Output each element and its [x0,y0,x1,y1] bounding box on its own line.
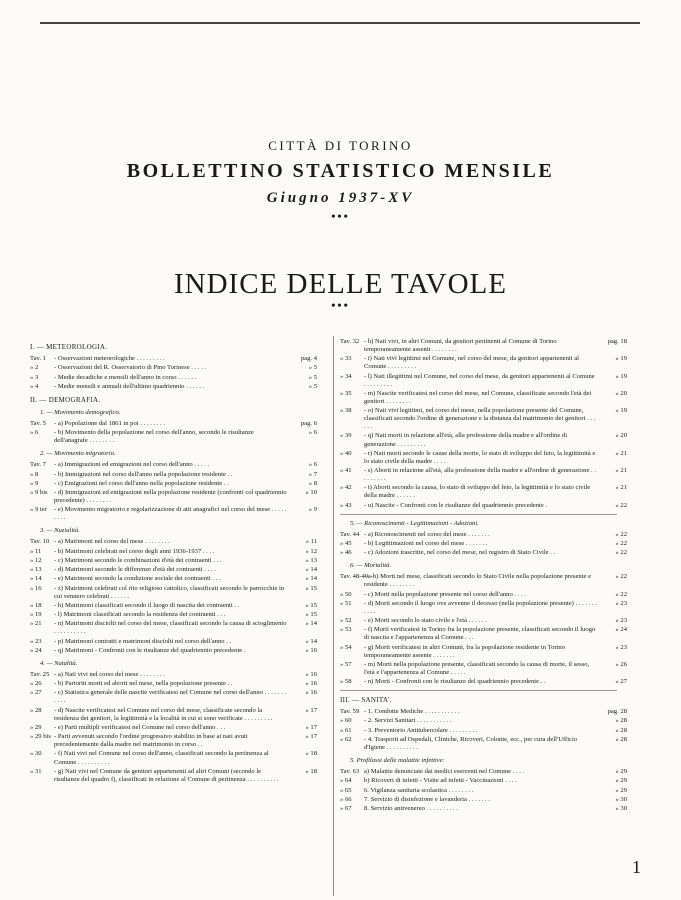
table-number: » 66 [340,795,352,803]
table-number: » 39 [340,432,352,440]
entry-title: - b) Legittimazioni nel corso del mese . . . . . . . [364,539,488,547]
toc-entry [340,467,627,483]
toc-entry [30,733,317,749]
table-number: » 21 [30,620,42,628]
entry-title: - c) Matrimoni secondo le combinazioni d'età dei contraenti . . . [54,556,222,564]
page-ref: » 5 [308,373,317,381]
entry-title: - p) Matrimoni contratti e matrimoni disciolti nel corso dell'anno . . [54,637,232,645]
page-ref: » 13 [305,556,317,564]
entry-title: a) Malattie denunciate dai medici esercenti nel Comune . . . . [364,768,525,776]
toc-entry [340,805,627,813]
table-number: » 12 [30,556,42,564]
section-rule [340,690,617,691]
subsection-heading: 4. — Natalità. [40,659,78,667]
table-number: » 65 [340,786,352,794]
toc-entry [30,548,317,556]
page-ref: » 21 [615,449,627,457]
table-number: » 58 [340,678,352,686]
toc-entry [340,787,627,795]
table-number: » 34 [340,372,352,380]
toc-entry [340,727,627,735]
page-ref: » 24 [615,626,627,634]
toc-entry [340,549,627,557]
toc-entry [340,768,627,776]
toc-entry [30,471,317,479]
table-number: » 6 [30,429,39,437]
toc-entry [340,777,627,785]
table-number: » 9 [30,479,39,487]
column-divider [333,336,334,896]
table-number: Tav. 1 [30,355,46,363]
issue-month: Giugno 1937-XV [266,190,415,206]
entry-title: - a) Immigrazioni ed emigrazioni nel corso dell'anno . . . . . [54,461,210,469]
section-heading: III. — SANITA'. [340,696,392,705]
entry-title: - a) Nati vivi nel corso del mese . . . . . . . . [54,670,165,678]
toc-entry [30,575,317,583]
toc-entry [340,484,627,500]
entry-title: 6. Vigilanza sanitaria scolastica . . . . . . . . [364,786,474,794]
table-number: » 30 [30,750,42,758]
entry-title: - t) Aborti secondo la causa, lo stato di sviluppo del feto, la legittimità e lo stato civile della madre . . . . . . [364,484,591,500]
table-number: » 64 [340,777,352,785]
toc-entry [340,390,627,406]
entry-title: - d) Matrimoni secondo le differenze d'età dei contraenti . . . . [54,566,216,574]
page-ref: » 22 [615,573,627,581]
toc-entry [30,750,317,766]
page-ref: » 27 [615,678,627,686]
page-ref: » 18 [305,767,317,775]
toc-entry [340,796,627,804]
entry-title: b) Ricoveri di infetti - Visite ad infetti - Vaccinazioni . . . . [364,777,517,785]
page-ref: » 22 [615,549,627,557]
toc-entry [340,591,627,599]
table-number: » 41 [340,467,352,475]
page-ref: » 18 [305,750,317,758]
toc-entry [30,506,317,522]
entry-title: - h) Matrimoni classificati secondo il luogo di nascita dei contraenti . . [54,601,240,609]
toc-entry [340,502,627,510]
page-ref: » 15 [305,611,317,619]
entry-title: - a-b) Morti nel mese, classificati secondo lo Stato Civile nella popolazione presente e residente . . . . . . . . [364,573,592,589]
entry-title: - e) Morti secondo lo stato civile e l'età . . . . . . [364,617,487,625]
entry-title: - Osservazioni meteorologiche . . . . . . . . . [54,355,165,363]
page-ref: » 16 [305,670,317,678]
table-number: » 61 [340,726,352,734]
entry-title: - r) Nati morti secondo le cause della morte, lo stato di sviluppo del feto, la legittimità e lo stato civile della madre . . . . [364,449,596,465]
page-ref: » 30 [615,804,627,812]
page-ref: » 17 [305,733,317,741]
table-number: » 42 [340,484,352,492]
toc-entry [340,617,627,625]
section-heading: II. — DEMOGRAFIA. [30,395,101,404]
table-number: » 9 ter [30,506,47,514]
toc-entry [340,338,627,354]
page-ref: » 29 [615,777,627,785]
toc-right-column [340,338,627,814]
page-ref: » 30 [615,795,627,803]
table-number: » 13 [30,566,42,574]
page-ref: » 20 [615,389,627,397]
table-number: Tav. 10 [30,538,50,546]
toc-entry [340,373,627,389]
entry-title: - n) Matrimoni disciolti nel corso del mese, classificati secondo la causa di scioglimento . . . . . . . . . . [54,620,287,636]
table-number: Tav. 59 [340,708,360,716]
entry-title: - n) Morti - Confronti con le risultanze del quadriennio precedente . . [364,678,546,686]
entry-title: - h) Nati vivi, in altri Comuni, da genitori pertinenti al Comune di Torino temporaneamente assenti . . . . . . . . [364,338,557,354]
entry-title: - u) Nascite - Confronti con le risultanze del quadriennio precedente . [364,501,548,509]
page-ref: » 12 [305,547,317,555]
toc-entry [340,573,627,589]
bulletin-title: BOLLETTINO STATISTICO MENSILE [126,160,555,182]
entry-title: - d) Morti secondo il luogo ove avvenne il decesso (nella popolazione presente) . . . . . . . . . . . [364,599,597,615]
toc-entry [340,644,627,660]
entry-title: - c) Morti nella popolazione presente nel corso dell'anno . . . . [364,590,526,598]
page-ref: » 14 [305,575,317,583]
table-number: Tav. 5 [30,419,46,427]
page-ref: » 21 [615,467,627,475]
page-ref: » 26 [615,660,627,668]
entry-title: - b) Partoriti morti ed aborti nel mese, nella popolazione presente . . [54,680,233,688]
table-number: Tav. 32 [340,338,360,345]
table-number: » 23 [30,637,42,645]
page-ref: » 28 [615,726,627,734]
entry-title: - a) Riconoscimenti nel corso del mese . . . . . . . [364,530,490,538]
table-number: » 46 [340,549,352,557]
entry-title: - c) Adozioni trascritte, nel corso del mese, nel registro di Stato Civile . . [364,549,556,557]
toc-entry [340,717,627,725]
index-title: INDICE DELLE TAVOLE [174,268,507,300]
subsection-heading: 2. — Movimento migratorio. [40,450,116,458]
table-number: » 38 [340,407,352,415]
entry-title: - b) Movimento della popolazione nel corso dell'anno, secondo le risultanze dell'anagrafe . . . . . . . . [54,429,254,445]
table-number: » 29 bis [30,733,51,741]
toc-entry [30,355,317,363]
table-number: Tav. 7 [30,461,46,469]
entry-title: - q) Matrimoni - Confronti con le risultanze del quadriennio precedente . [54,646,246,654]
page-ref: » 22 [615,539,627,547]
entry-title: - 4. Trasporti ad Ospedali, Cliniche, Ricoveri, Colonie, ecc., per cura dell'Ufficio d'Igiene . . . . . . . . . . [364,735,578,751]
table-number: Tav. 25 [30,670,50,678]
top-rule [40,22,640,24]
table-number: » 51 [340,599,352,607]
page-ref: » 19 [615,355,627,363]
toc-entry [30,768,317,784]
entry-title: - d) Nascite verificatesi nel Comune nel corso del mese, classificate secondo la residenza dei genitori, la legittimità e la località in cui si sono verificate . . . . . . . . . [54,706,273,722]
toc-entry [340,531,627,539]
page-ref: » 22 [615,501,627,509]
page-ref: » 7 [308,470,317,478]
toc-entry [30,585,317,601]
page-ref: » 17 [305,723,317,731]
toc-entry [30,566,317,574]
entry-title: - b) Matrimoni celebrati nel corso degli anni 1936-1937 . . . . [54,547,215,555]
entry-title: - b) Immigrazioni nel corso dell'anno nella popolazione residente . . [54,470,233,478]
page-ref: » 16 [305,689,317,697]
page-ref: pag. 4 [300,355,317,363]
page-ref: » 10 [305,488,317,496]
table-number: » 24 [30,646,42,654]
entry-title: - a) Popolazione dal 1861 in poi . . . . . . . . [54,419,165,427]
page-ref: » 19 [615,372,627,380]
toc-entry [30,420,317,428]
entry-title: - m) Morti nella popolazione presente, classificati secondo la causa di morte, il sesso, l'età e l'appartenenza al Comune . . . . . [364,660,590,676]
entry-title: - 1. Condotte Mediche . . . . . . . . . . . [364,708,460,716]
toc-entry [340,407,627,431]
table-number: » 31 [30,767,42,775]
page-ref: » 28 [615,717,627,725]
table-number: » 50 [340,590,352,598]
table-number: » 14 [30,575,42,583]
page-ref: » 29 [615,786,627,794]
toc-entry [340,708,627,716]
toc-entry [340,736,627,752]
entry-title: - e) Movimento migratorio e regolarizzazione di atti anagrafici nel corso del mese . . . . . . . . . [54,506,287,522]
toc-entry [30,383,317,391]
table-number: » 53 [340,626,352,634]
entry-title: - i) Nati vivi legittimi nel Comune, nel corso del mese, da genitori appartenenti al Comune . . . . . . . . . [364,355,579,371]
table-number: Tav. 48-49 [340,573,369,581]
table-number: » 27 [30,689,42,697]
table-number: » 33 [340,355,352,363]
entry-title: - g) Morti verificatesi in altri Comuni, fra la popolazione residente in Torino temporaneamente assente . . . . . . . [364,643,566,659]
toc-entry [340,432,627,448]
toc-entry [30,480,317,488]
page-ref: pag. 6 [300,419,317,427]
page-ref: » 21 [615,484,627,492]
subsection-heading: 5. — Riconoscimenti - Legittimazioni - Adozioni. [350,519,479,527]
toc-entry [30,602,317,610]
table-number: » 26 [30,680,42,688]
entry-title: - 2. Servizi Sanitari . . . . . . . . . . . [364,717,452,725]
table-number: » 35 [340,389,352,397]
page-ref: » 20 [615,432,627,440]
entry-title: - c) Statistica generale delle nascite verificatesi nel Comune nel corso dell'anno . . . . . . . . . . . [54,689,287,705]
toc-entry [30,707,317,723]
entry-title: - z) Matrimoni celebrati col rito religioso cattolico, classificati secondo le parrocchie in cui vennero celebrati . . . . . . [54,584,285,600]
toc-entry [30,647,317,655]
page-ref: pag. 28 [607,708,627,716]
entry-title: - 3. Preventorio Antitubercolare . . . . . . . . . [364,726,478,734]
page-ref: » 28 [615,735,627,743]
entry-title: - c) Emigrazioni nel corso dell'anno nella popolazione residente . . [54,479,229,487]
table-number: » 29 [30,723,42,731]
ornament: ••• [331,298,350,312]
ornament: ••• [331,209,350,223]
table-number: Tav. 63 [340,768,360,776]
entry-title: - Osservazioni del R. Osservatorio di Pino Torinese . . . . . [54,364,207,372]
page-ref: » 19 [615,407,627,415]
toc-entry [340,355,627,371]
page-ref: » 16 [305,680,317,688]
toc-entry [340,626,627,642]
entry-title: - e) Matrimoni secondo la condizione sociale dei contraenti . . . [54,575,221,583]
page-ref: » 29 [615,768,627,776]
section-heading: I. — METEOROLOGIA. [30,343,108,351]
page-ref: » 15 [305,584,317,592]
page-ref: » 14 [305,620,317,628]
table-number: Tav. 44 [340,530,360,538]
entry-title: - e) Parti multipli verificatesi nel Comune nel corso dell'anno . . . [54,723,226,731]
table-number: » 40 [340,449,352,457]
table-number: » 54 [340,643,352,651]
toc-entry [30,374,317,382]
subsection-heading: 5. Profilassi delle malattie infettive: [350,757,445,764]
entry-title: - f) Nati vivi nel Comune nel corso dell'anno, classificati secondo la pertinenza al Comune . . . . . . . . . . [54,750,269,766]
toc-entry [340,540,627,548]
entry-title: - a) Matrimoni nel corso del mese . . . . . . . . [54,538,170,546]
table-number: » 62 [340,735,352,743]
toc-entry [30,671,317,679]
section-rule [340,514,617,515]
page-ref: » 5 [308,364,317,372]
page-ref: » 15 [305,601,317,609]
page-ref: » 9 [308,506,317,514]
subsection-heading: 3. — Nuzialità. [40,527,80,535]
table-number: » 45 [340,539,352,547]
table-number: » 52 [340,617,352,625]
page-number: 1 [632,857,641,877]
page-ref: » 14 [305,637,317,645]
city-heading: CITTÀ DI TORINO [268,138,413,153]
toc-entry [30,724,317,732]
table-number: » 11 [30,547,42,555]
toc-left-column [30,338,317,785]
toc-entry [30,680,317,688]
entry-title: - m) Nascite verificatesi nel corso del mese, nel Comune, classificate secondo l'età dei genitori . . . . . . . . [364,389,592,405]
entry-title: - f) Morti verificatesi in Torino fra la popolazione presente, classificati secondo il luogo di nascita e l'appartenenza al Comune . . . [364,626,596,642]
page-ref: » 11 [305,538,317,546]
page-ref: » 22 [615,590,627,598]
page-ref: » 8 [308,479,317,487]
page-ref: pag. 18 [607,338,627,345]
entry-title: - s) Aborti in relazione all'età, alla professione della madre e all'ordine di generazione . . . . . . . . . [364,467,596,483]
table-number: » 2 [30,364,39,372]
entry-title: - o) Nati vivi legittimi, nel corso del mese, nella popolazione presente del Comune, classificati secondo l'ordine di generazione e la distanza dal matrimonio dei genitori . . . . . . [364,407,596,431]
entry-title: - Medie decadiche e mensili dell'anno in corso . . . . . . [54,373,197,381]
entry-title: - Parti avvenuti secondo l'ordine progressivo stabilito in base ai nati avuti precedentemente dalla madre nel matrimonio in corso . . [54,733,248,749]
page-ref: » 14 [305,566,317,574]
entry-title: - q) Nati morti in relazione all'età, alla professione della madre e all'ordine di generazione . . . . . . . . . [364,432,568,448]
page-ref: » 6 [308,429,317,437]
entry-title: - g) Nati vivi nel Comune da genitori appartenenti ad altri Comuni (secondo le risultanze del quadro f), classificati in relazione al Comune di pertinenza . . . . . . . . . . [54,767,279,783]
table-number: » 4 [30,382,39,390]
page-ref: » 23 [615,599,627,607]
page-ref: » 5 [308,382,317,390]
table-number: » 57 [340,660,352,668]
page-ref: » 16 [305,646,317,654]
toc-entry [30,429,317,445]
table-number: » 9 bis [30,488,48,496]
table-number: » 18 [30,601,42,609]
toc-entry [340,661,627,677]
page-ref: » 23 [615,617,627,625]
entry-title: 7. Servizio di disinfezione e lavanderia . . . . . . . [364,795,490,803]
entry-title: - d) Immigrazioni ed emigrazioni nella popolazione residente (confronti col quadriennio precedente) . . . . . . . . [54,488,287,505]
table-number: » 8 [30,470,39,478]
page-ref: » 23 [615,643,627,651]
toc-entry [340,450,627,466]
table-number: » 3 [30,373,39,381]
table-number: » 19 [30,611,42,619]
toc-entry [30,461,317,469]
toc-entry [30,611,317,619]
page-ref: » 6 [308,461,317,469]
table-number: » 16 [30,584,42,592]
page-ref: » 22 [615,530,627,538]
entry-title: - l) Nati illegittimi nel Comune, nel corso del mese, da genitori appartenenti al Comune . . . . . . . . . [364,372,595,388]
subsection-heading: 1. — Movimento demografico. [40,408,121,416]
table-number: » 43 [340,501,352,509]
table-number: » 60 [340,717,352,725]
table-number: » 28 [30,706,42,714]
toc-entry [340,600,627,616]
toc-entry [30,538,317,546]
subsection-heading: 6. — Mortalità. [350,562,392,570]
entry-title: 8. Servizio antivenereo . . . . . . . . . . [364,804,458,812]
toc-entry [30,620,317,636]
toc-entry [30,364,317,372]
page-ref: » 17 [305,706,317,714]
toc-entry [30,557,317,565]
table-number: » 67 [340,804,352,812]
toc-entry [30,489,317,505]
entry-title: - Medie mensili e annuali dell'ultimo quadriennio . . . . . . [54,382,205,390]
toc-entry [30,638,317,646]
entry-title: - l) Matrimoni classificati secondo la residenza dei contraenti . . . [54,611,226,619]
toc-entry [30,689,317,705]
toc-entry [340,678,627,686]
